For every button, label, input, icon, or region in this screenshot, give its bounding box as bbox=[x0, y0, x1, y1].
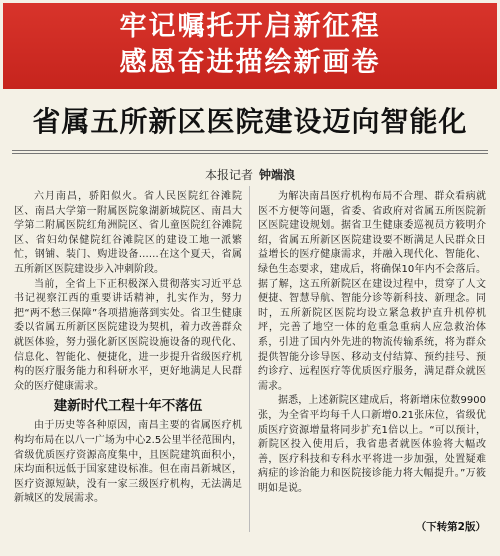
column-divider bbox=[249, 186, 250, 532]
paragraph: 据悉，上述新院区建成后，将新增床位数9900张，为全省平均每千人口新增0.21张床位，省级优质医疗资源增量将同步扩充1倍以上。“可以预计，新院区投入使用后，我省患者就医体验将大幅改善，医疗科技和专科水平将进一步加强，处置疑难病症的诊治能力和医院接诊能力将大幅提升。”万筱明如是说。 bbox=[258, 395, 486, 494]
section-subhead: 建新时代工程十年不落伍 bbox=[53, 398, 203, 415]
headline-rule-bottom bbox=[12, 153, 488, 154]
masthead-banner bbox=[3, 3, 497, 89]
banner-line-1: 牢记嘱托开启新征程 bbox=[119, 11, 381, 42]
headline-rule-top bbox=[12, 150, 488, 151]
article-column-right bbox=[258, 190, 486, 496]
paragraph: 当前，全省上下正积极深入贯彻落实习近平总书记视察江西的重要讲话精神，扎实作为，努力把“两不愁三保障”各项措施落到实处。省卫生健康委以省属五所新区医院建设为契机，着力改善群众就医体验，努力强化新区医院设施设备的现代化、信息化、智能化、便捷化，进一步提升省级医疗机构的医疗服务能力和科研水平，更好地满足人民群众的医疗健康需求。 bbox=[14, 278, 242, 392]
paragraph: 六月南昌，骄阳似火。省人民医院红谷滩院区、南昌大学第一附属医院象湖新城院区、南昌大学第二附属医院红角洲院区、省儿童医院红谷滩院区、省妇幼保健院红谷滩院区的建设工地一派繁忙，钢铺、装门、购进设备……在这个夏天，省属五所新区医院建设步入冲刺阶段。 bbox=[14, 191, 242, 275]
paragraph: 为解决南昌医疗机构布局不合理、群众看病就医不方便等问题，省委、省政府对省属五所医院新区医院建设规划。据省卫生健康委巡视员方筱明介绍，省属五所新区医院建设要不断满足人民群众日益增长的医疗健康需求，并融入现代化、智能化、绿色生态要求，建成后，将确保10年内不会落后。据了解，这五所新院区在建设过程中，贯穿了人文便捷、智慧导航、智能分诊等新科技、新理念。同时，五所新院区医院均设立紧急救护直升机停机坪，完善了地空一体的危重急重病人应急救治体系，引进了国内外先进的物流传输系统，将为群众提供智能分诊导医、移动支付结算、预约挂号、预约诊疗、远程医疗等优质医疗服务，满足群众就医需求。 bbox=[258, 191, 486, 392]
paragraph: 由于历史等各种原因，南昌主要的省属医疗机构均布局在以八一广场为中心2.5公里半径范围内，省级优质医疗资源高度集中，且医院建筑面积小，床均面积远低于国家建设标准。但在南昌新城区，医疗资源短缺，没有一家三级医疗机构，无法满足新城区的发展需求。 bbox=[14, 420, 242, 505]
banner-line-2: 感恩奋进描绘新画卷 bbox=[119, 47, 381, 78]
article-column-left bbox=[14, 190, 242, 507]
article-headline: 省属五所新区医院建设迈向智能化 bbox=[32, 105, 468, 138]
byline-label: 本报记者 bbox=[204, 168, 253, 182]
continued-note: （下转第2版） bbox=[415, 521, 486, 533]
byline-author: 钟端浪 bbox=[259, 168, 296, 182]
byline bbox=[0, 166, 500, 183]
